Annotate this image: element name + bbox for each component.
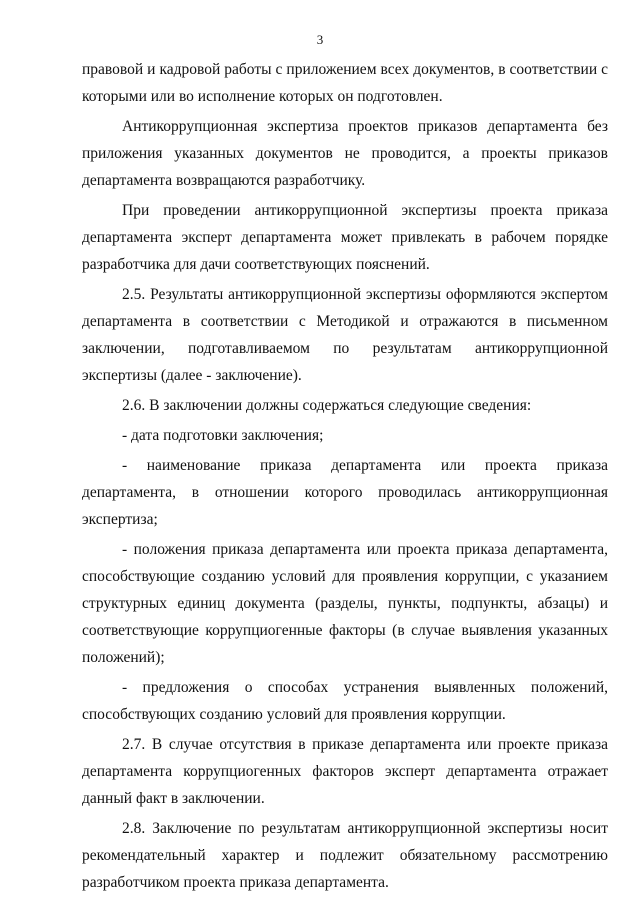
paragraph-2-5: 2.5. Результаты антикоррупционной экспертизы оформляются экспертом департамента в соответствии с Методикой и отражаются в письменном заключении, подготавливаемом по результатам антикоррупционной экспертизы (далее - заключение). <box>82 286 608 384</box>
document-body <box>82 56 608 896</box>
page-number: 3 <box>316 32 324 47</box>
list-item-date: - дата подготовки заключения; <box>122 427 324 444</box>
paragraph-2-6: 2.6. В заключении должны содержаться следующие сведения: <box>122 397 532 414</box>
paragraph-expert-involves-developer: При проведении антикоррупционной экспертизы проекта приказа департамента эксперт департамента может привлекать в рабочем порядке разработчика для дачи соответствующих пояснений. <box>82 202 608 273</box>
paragraph-2-8: 2.8. Заключение по результатам антикоррупционной экспертизы носит рекомендательный характер и подлежит обязательному рассмотрению разработчиком проекта приказа департамента. <box>82 820 608 891</box>
paragraph-continuation: правовой и кадровой работы с приложением всех документов, в соответствии с которыми или во исполнение которых он подготовлен. <box>82 61 608 105</box>
paragraph-2-7: 2.7. В случае отсутствия в приказе департамента или проекте приказа департамента коррупциогенных факторов эксперт департамента отражает данный факт в заключении. <box>82 736 608 807</box>
list-item-provisions: - положения приказа департамента или проекта приказа департамента, способствующие созданию условий для проявления коррупции, с указанием структурных единиц документа (разделы, пункты, подпункты, абзацы) и соответствующие коррупциогенные факторы (в случае выявления указанных положений); <box>82 541 608 666</box>
list-item-proposals: - предложения о способах устранения выявленных положений, способствующих созданию условий для проявления коррупции. <box>82 679 608 723</box>
paragraph-expertise-without-documents: Антикоррупционная экспертиза проектов приказов департамента без приложения указанных документов не проводится, а проекты приказов департамента возвращаются разработчику. <box>82 118 608 189</box>
list-item-name: - наименование приказа департамента или проекта приказа департамента, в отношении которого проводилась антикоррупционная экспертиза; <box>82 457 608 528</box>
